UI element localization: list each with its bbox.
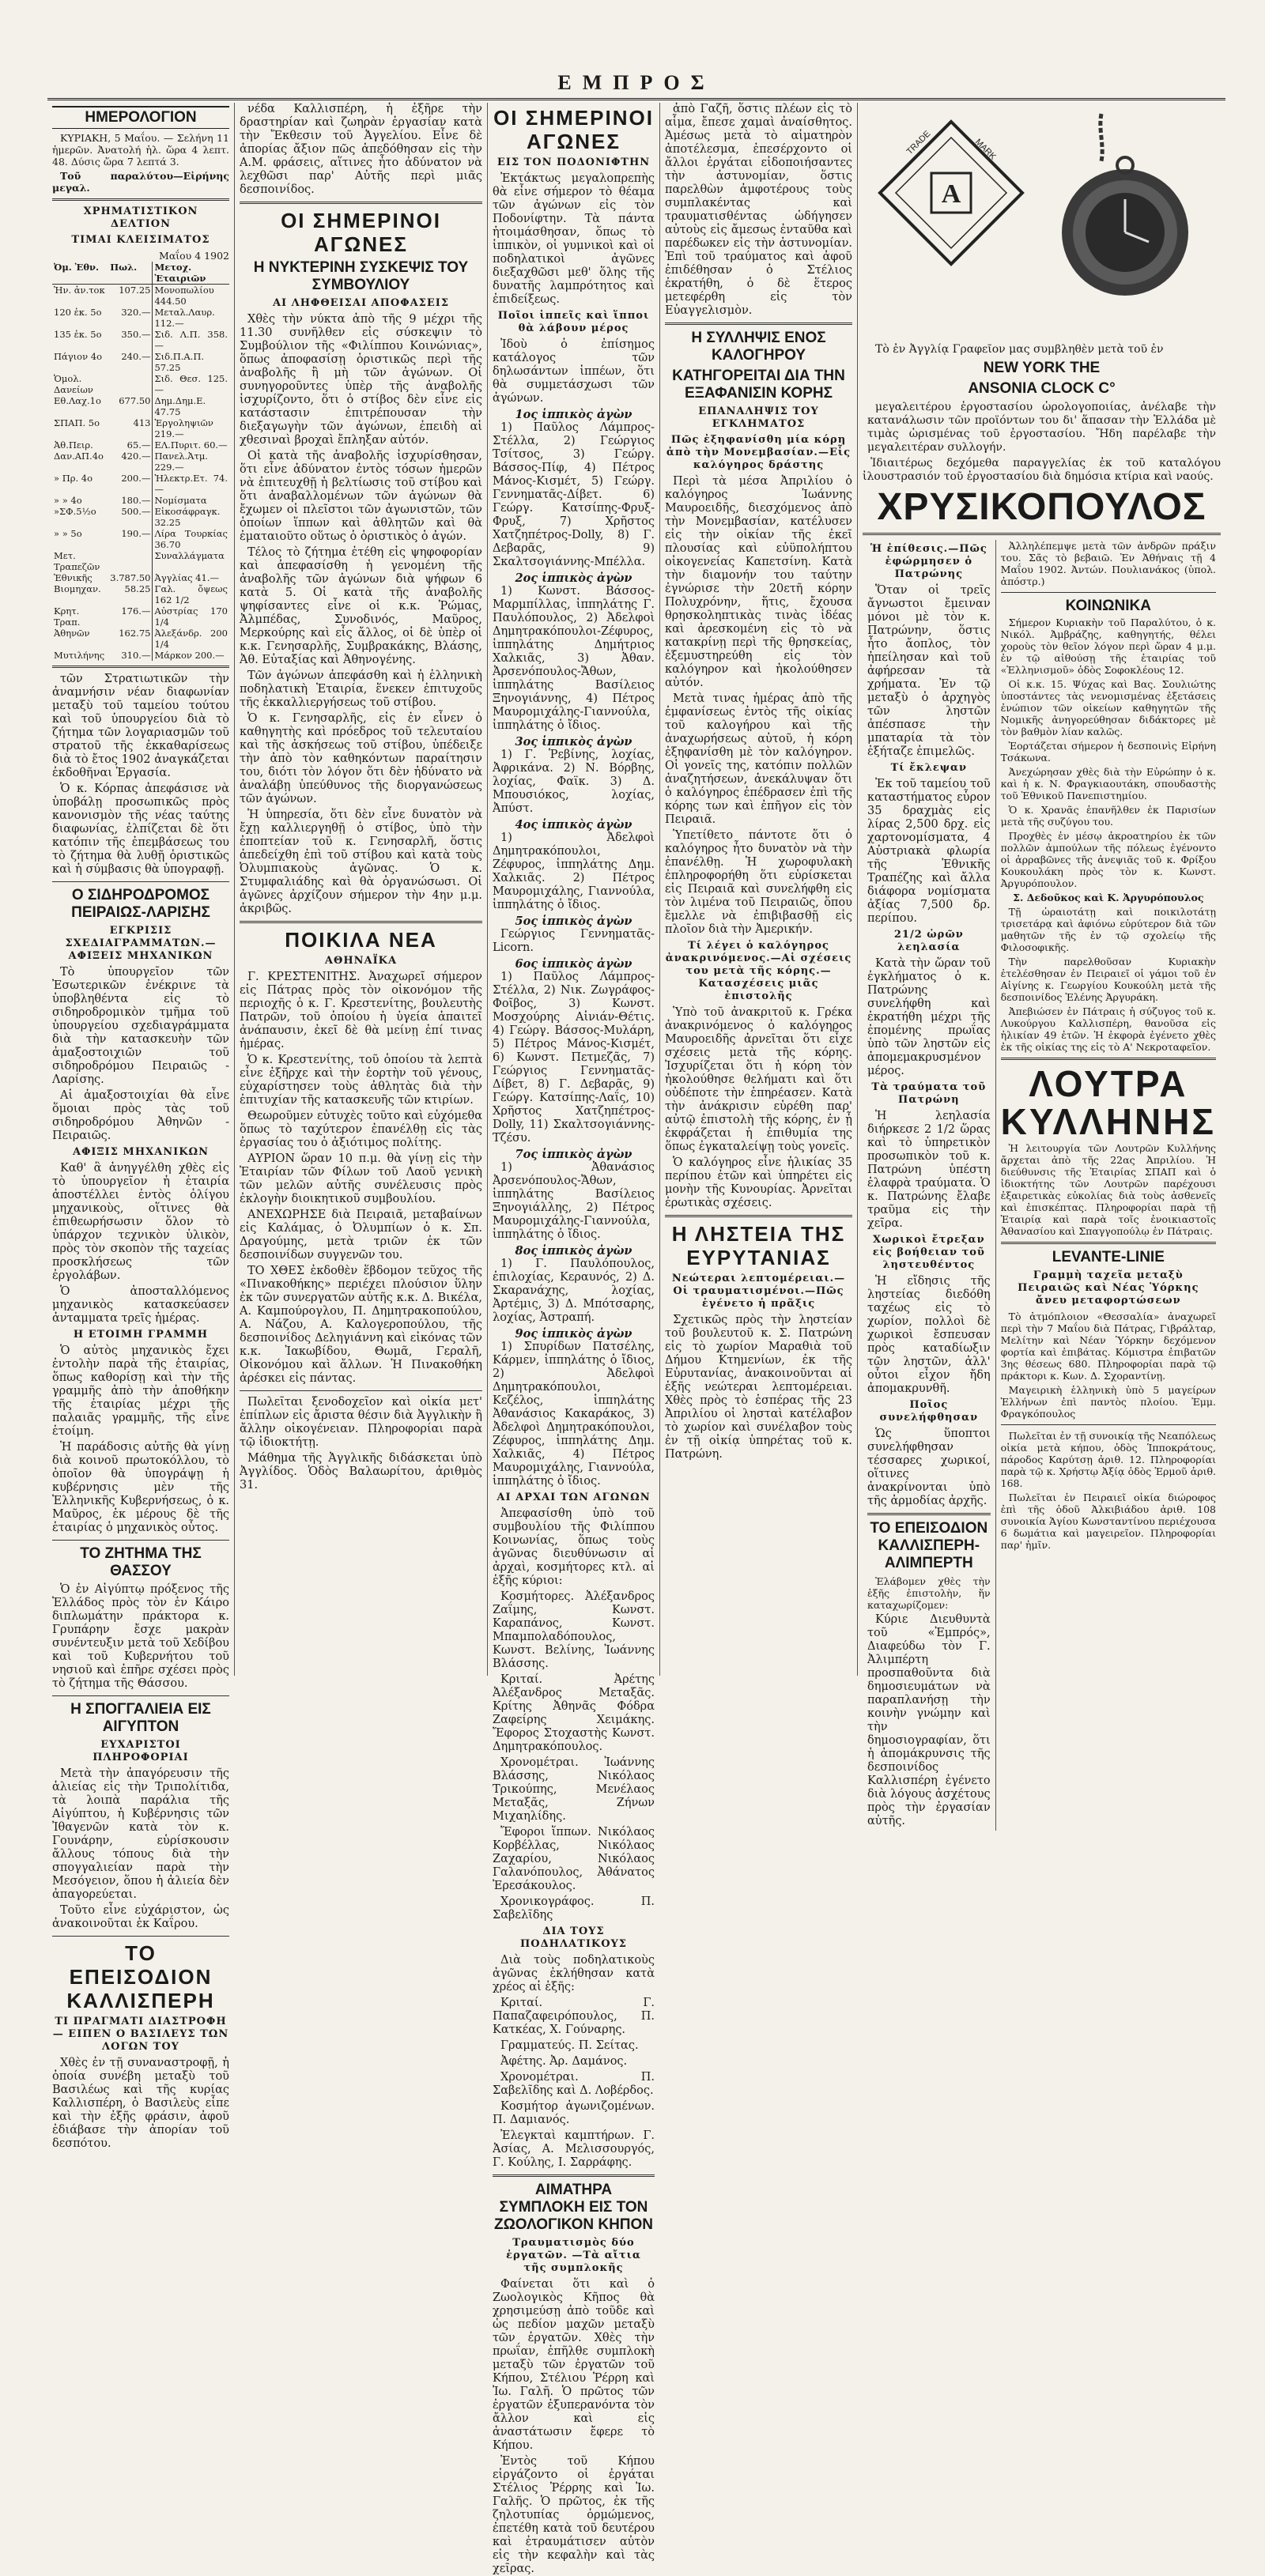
divider [52, 198, 229, 201]
article-text: ΑΝΕΧΩΡΗΣΕ διὰ Πειραιᾶ, μεταβαίνων εἰς Καλάμας, ὁ Ὀλυμπίων ὁ κ. Σπ. Δραγούμης, μετὰ τριῶν ἐκ τῶν δεσποινίδων συγγενῶν του. [240, 1209, 482, 1262]
article-text: Ὁ αὐτὸς μηχανικὸς ἔχει ἐντολὴν παρὰ τῆς ἐταιρίας, ὅπως καθορίσῃ καὶ τὴν τῆς γραμμῆς ἀπὸ τὴν ἀποθήκην τῆς ἐταιρίας μέχρι τῆς παλαιᾶς γραμμῆς, τῆς εἶνε ἑτοίμη. [52, 1345, 229, 1438]
section-heading: ΑΦΙΞΙΣ ΜΗΧΑΝΙΚΩΝ [73, 1146, 209, 1158]
article-text: Μετὰ τὴν ἀπαγόρευσιν τῆς ἁλιείας εἰς τὴν Τριπολίτιδα, τὰ λοιπὰ παράλια τῆς Αἰγύπτου, ἡ Κυβέρνησις τῶν Ἰθαγενῶν κατὰ τὸν κ. Γουνάρην, εὑρίσκουσιν ἄλλους τόπους διὰ τὴν σπογγαλιείαν παρὰ τὴν Μεσόγειον, ὅπου ἡ ἁλιεία δὲν ἀπαγορεύεται. [52, 1767, 229, 1901]
article-text: Τῶν ἀγώνων ἀπεφάσθη καὶ ἡ ἑλληνικὴ ποδηλατικὴ Ἑταιρία, ἕνεκεν ἐπιτυχοῦς τῆς ἐκκαλλιεργήσεως τοῦ στίβου. [240, 669, 482, 709]
section-heading: Τί λέγει ὁ καλόγηρος ἀνακρινόμενος.—Αἱ σχέσεις του μετὰ τῆς κόρης.—Κατασχέσεις μιᾶς ἐπιστολῆς [665, 940, 852, 1002]
article-text: Ὁ καλόγηρος εἶνε ἡλικίας 35 περίπου ἐτῶν καὶ ὑπηρέτει εἰς μονὴν τῆς Κυνουρίας. Ἀρνεῖται ἐρωτικὰς σχέσεις. [665, 1156, 852, 1209]
clock-ad-text [863, 343, 1221, 457]
divider [863, 533, 1221, 535]
race-title: 3ος ἱππικὸς ἀγὼν [515, 735, 632, 749]
article-text: ἀπὸ Γαζῆ, ὅστις πλέων εἰς τὸ αἷμα, ἔπεσε χαμαὶ ἀναίσθητος. Ἀμέσως μετὰ τὸ αἱματηρὸν ἀποτέλεσμα, ἐπεσέρχοντο οἱ ἄλλοι ἐργάται εἰδοποιήσαντες τὴν ἀστυνομίαν, ὅστις παρελθὼν ἀμφοτέρους τοὺς συμπλακέντας καὶ τραυματισθέντας ὡδήγησεν αὐτοὺς εἰς ἄμεσως ἐνταῦθα καὶ παρέδωκεν εἰς τὴν ἀστυνομίαν. Ἐπὶ τοῦ τραύματος καὶ ἀφοῦ ἐπιδέθησαν ὁ Στέλιος ἐκρατήθη, ὁ δὲ ἕτερος μετεφέρθη εἰς τὸν Εὐαγγελισμὸν. [665, 103, 852, 317]
article-text: Ὁ ἀποσταλλόμενος μηχανικὸς κατασκεύασεν ἀνταμματα τρεῖς ἡμέρας. [52, 1285, 229, 1325]
race-entrants: 1) Ἀθανάσιος Ἀρσενόπουλος-Ἄθων, ἱππηλάτης Βασίλειος Ξηνογιάλλης, 2) Πέτρος Μαυρομιχάλης-Γιαννούλα, ἱππηλάτης ὁ ἴδιος. [493, 1161, 655, 1241]
article-text: Ἑορτάζεται σήμερον ἡ δεσποινὶς Εἰρήνη Τσάκωνα. [1000, 740, 1216, 764]
table-cell: Μονοπωλίου 444.50 [153, 285, 229, 307]
table-row [52, 572, 229, 583]
divider [52, 1695, 229, 1696]
table-row [52, 451, 229, 473]
column-5 [857, 103, 1225, 1827]
table-cell: » » 4ο [54, 495, 82, 506]
robbery-continuation [863, 540, 995, 1831]
article-text: Ἐντὸς τοῦ Κήπου εἰργάζοντο οἱ ἐργάται Στέλιος Ῥέρρης καὶ Ἰω. Γαλῆς. Ὁ πρῶτος, ἐκ τῆς ζηλοτυπίας ὁρμώμενος, ἐπετέθη κατὰ τοῦ δευτέρου καὶ ἐτραυμάτισεν αὐτὸν εἰς τὴν κεφαλὴν καὶ τὰς χεῖρας. [493, 2455, 655, 2575]
brand-line-2: ANSONIA CLOCK C° [968, 380, 1116, 397]
column-3 [487, 103, 659, 2575]
article-text: Περὶ τὰ μέσα Ἀπριλίου ὁ καλόγηρος Ἰωάννης Μαυροειδῆς, διεσχόμενος ἀπὸ τὴν Μονεμβασίαν, κατέλυσεν εἰς τὴν οἰκίαν τῆς ἐκεῖ πλουσίας καὶ εὐϋπολήπτου οἰκογενείας Καπετσίνη. Κατὰ τὴν διαμονήν του ταύτην ἐγνώρισε τὴν 20ετῆ κόρην Πολυχρόνην, ἥτις, ἔχουσα θρησκοληπτικὰς τινὰς ἰδέας καὶ ἀρεσκομένη εἰς τὸ νὰ κατακρίνῃ περὶ τῆς θρησκείας, ἐξεμυστηρεύθη εἰς τὸν καλόγηρον καὶ ἠκολούθησεν αὐτόν. [665, 475, 852, 689]
signature: Σ. Δεδοῦκος καὶ Κ. Ἀργυρόπουλος [1013, 892, 1204, 903]
table-cell: 180.— [121, 495, 151, 506]
article-text: Ὡς ὕποπτοι συνελήφθησαν τέσσαρες χωρικοί, οἵτινες ἀνακρίνονται ὑπὸ τῆς ἀρμοδίας ἀρχῆς. [867, 1428, 991, 1507]
article-text: Κατὰ τὴν ὥραν τοῦ ἐγκλήματος ὁ κ. Πατρώνης συνελήφθη καὶ ἐκρατήθη μέχρι τῆς ἐπομένης πρωΐας ὑπὸ τῶν ληστῶν εἰς ἀπομεμακρυσμένον μέρος. [867, 957, 991, 1077]
table-cell: Ἐθνικῆς [54, 572, 93, 583]
race-entrants: 1) Γ. Παυλόπουλος, ἐπιλοχίας, Κεραυνός, 2) Δ. Σκαρανάχης, λοχίας, Ἀρτέμις, 3) Δ. Μπότσαρης, λοχίας, Ἀστραπή. [493, 1258, 655, 1324]
race-title: 1ος ἱππικὸς ἀγὼν [515, 408, 632, 421]
table-row [52, 583, 229, 605]
pocket-watch-icon [1062, 114, 1188, 296]
article-text: Τὸ ὑπουργεῖον τῶν Ἐσωτερικῶν ἐνέκρινε τὰ ὑποβληθέντα εἰς τὸ σιδηροδρομικὸν τμῆμα τοῦ ὑπουργείου σχεδιαγράμματα διὰ τὴν κατασκευὴν τῶν ἀμαξοστοιχιῶν τοῦ σιδηροδρόμου Πειραιῶς - Λαρίσης. [52, 966, 229, 1086]
article-text: Μετὰ τινας ἡμέρας ἀπὸ τῆς ἐμφανίσεως ἐντὸς τῆς οἰκίας τοῦ καλογήρου καὶ τῆς ἀναχωρήσεως αὐτοῦ, ἡ κόρη ἐξηφανίσθη μὲ τὸν καλόγηρον. Οἱ γονεῖς της, κατόπιν πολλῶν ἀναζητήσεων, ἀνεκάλυψαν ὅτι ὁ καλόγηρος ἐπέδρασεν ἐπὶ τῆς κόρης των καὶ ἐπῆγον εἰς τὸν Πειραιᾶ. [665, 692, 852, 826]
table-cell: Ὁμολ. Δανείων [54, 373, 93, 395]
divider [1001, 1058, 1216, 1060]
race-title: 5ος ἱππικὸς ἀγὼν [515, 915, 632, 928]
divider [240, 202, 482, 204]
sponge-subtitle: ΕΥΧΑΡΙΣΤΟΙ ΠΛΗΡΟΦΟΡΙΑΙ [93, 1739, 189, 1763]
official-entry: Κριταί. Ἀρέτης Ἀλέξανδρος Μεταξᾶς. Κρίτης Ἀθηνᾶς Φόδρα Ζαφείρης Χειμάκης. Ἔφορος Στοχαστὴς Κωνστ. Δημητρακόπουλος. [493, 1673, 655, 1753]
table-row [52, 495, 229, 506]
exchange-table [52, 262, 229, 661]
games-subtitle: Η ΝΥΚΤΕΡΙΝΗ ΣΥΣΚΕΨΙΣ ΤΟΥ ΣΥΜΒΟΥΛΙΟΥ [253, 259, 469, 293]
ad-text: Ἰδιαιτέρως δεχόμεθα παραγγελίας ἐκ τοῦ καταλόγου ἰλουστρασιόν τοῦ ἐργοστασίου διὰ δημόσια κτίρια καὶ ναούς. [863, 457, 1221, 483]
table-cell: Κρητ. Τραπ. [54, 605, 81, 628]
table-row [52, 329, 229, 351]
official-entry: Κοσμήτορ ἀγωνιζομένων. Π. Δαμιανός. [493, 2100, 655, 2126]
race-title: 4ος ἱππικὸς ἀγὼν [515, 818, 632, 832]
section-heading: Η ΕΤΟΙΜΗ ΓΡΑΜΜΗ [73, 1329, 209, 1341]
divider [493, 2174, 655, 2177]
race-title: 9ος ἱππικὸς ἀγὼν [515, 1327, 632, 1341]
race-entrants: 1) Ἀδελφοὶ Δημητρακόπουλοι, Ζέφυρος, ἱππηλάτης Δημ. Χαλκιᾶς. 2) Πέτρος Μαυρομιχάλης, Γιαννούλα, ἱππηλάτης ὁ ἴδιος. [493, 832, 655, 911]
table-cell: » Πρ. 4ο [54, 473, 93, 484]
table-cell: Πανελ.Ἀτμ. 229.— [153, 451, 229, 473]
table-cell: 350.— [121, 329, 151, 340]
article-text: Θεωροῦμεν εὐτυχὲς τοῦτο καὶ εὐχόμεθα ὅπως τὸ ταχύτερον ἐπανέλθῃ εἰς τὰς ἐργασίας του ὁ ἀξιότιμος πολίτης. [240, 1110, 482, 1149]
table-cell: 420.— [121, 451, 151, 462]
ad-text: Πωλεῖται ἐν Πειραιεῖ οἰκία διώροφος ἐπὶ τῆς ὁδοῦ Ἀλκιβιάδου ἀριθ. 108 συνοικία Ἁγίου Κωνσταντίνου περιέχουσα 6 δωμάτια καὶ μαγειρεῖον. Πληροφορίαι παρ' ἡμῖν. [1000, 1492, 1216, 1551]
zoo-subtitle: Τραυματισμὸς δύο ἐργατῶν. —Τὰ αἴτια τῆς συμπλοκῆς [506, 2237, 641, 2274]
ansonia-clock-ad [863, 103, 1221, 528]
article-text: Ἡ λεηλασία διήρκεσε 2 1/2 ὥρας καὶ τὸ ὑπηρετικὸν προσωπικὸν τοῦ κ. Πατρώνη ὑπέστη ἐλαφρὰ τραύματα. Ὁ κ. Πατρώνης ἔλαβε τραῦμα εἰς τὴν χεῖρα. [867, 1110, 991, 1230]
table-row [52, 285, 229, 307]
divider [867, 1513, 991, 1515]
official-entry: Κοσμήτορες. Ἀλέξανδρος Ζαΐμης, Κωνστ. Καραπάνος, Κωνστ. Μπαμπολαδόπουλος, Κωνστ. Βελίνης, Ἰωάννης Βλάσσης. [493, 1590, 655, 1670]
table-row [52, 351, 229, 373]
table-cell: Μεταλ.Λαυρ. 112.— [153, 307, 229, 329]
table-cell: 3.787.50 [110, 572, 151, 583]
social-and-ads [995, 540, 1221, 1831]
table-row [52, 473, 229, 495]
column-1 [47, 103, 234, 2150]
levante-title: LEVANTE-LINIE [1052, 1249, 1165, 1265]
article-text: Οἱ κατὰ τῆς ἀναβολῆς ἰσχυρίσθησαν, ὅτι εἶνε ἀδύνατον ἐντὸς τόσων ἡμερῶν νὰ ἐπιτευχθῇ ἡ βελτίωσις τοῦ στίβου καὶ ὅτι ἀναβαλλομένων τῶν ἀγώνων θὰ ἔχωμεν οἱ πλεῖστοι τῶν ἀγωνιστῶν, τῶν ὁποίων ἵππων καὶ ἀθλητῶν καὶ θὰ ἐματαιοῦτο οὕτως ὁ ὁριστικὸς ὁ ἀγών. [240, 450, 482, 543]
table-cell: 200.— [121, 473, 151, 484]
table-row [52, 605, 229, 628]
article-text: Τέλος τὸ ζήτημα ἐτέθη εἰς ψηφοφορίαν καὶ ἀπεφασίσθη ἡ γενομένη τῆς ἀναβολῆς τῶν ἀγώνων διὰ ψήφων 6 κατὰ 5. Οἱ κατὰ τῆς ἀναβολῆς ψηφίσαντες εἶνε οἱ κ.κ. Ῥώμας, Ἀλμπέδας, Συνοδινός, Μαῦρος, Μερκούρης καὶ εἷς ἄλλος, οἱ δὲ ὑπὲρ οἱ κ.κ. Γενησαρλῆς, Συμβρακάκης, Βλάσης, Ἀθ. Εὐταξίας καὶ Ἀθηνογένης. [240, 546, 482, 666]
article-text: Σήμερον Κυριακὴν τοῦ Παραλύτου, ὁ κ. Νικόλ. Ἀμβράζης, καθηγητής, θέλει χοροὺς τὸν θεῖον λόγον περὶ ὥραν 4 μ.μ. ἐν τῷ αἰθούσῃ τῆς ἑταιρίας τοῦ «Ἑλληνισμοῦ» ὁδὸς Σοφοκλέους 12. [1000, 617, 1216, 676]
article-text: Αἱ ἁμαξοστοιχίαι θὰ εἶνε ὅμοιαι πρὸς τὰς τοῦ σιδηροδρόμου Ἀθηνῶν - Πειραιῶς. [52, 1089, 229, 1142]
article-text: Ἡ ὑπηρεσία, ὅτι δὲν εἶνε δυνατὸν νὰ ἔχῃ καλλιεργηθῇ ὁ στίβος, ὑπὸ τὴν ἐποπτείαν τοῦ κ. Γενησαρλῆ, ὅστις ἀπεδείχθη ἐπὶ τοῦ στίβου καὶ κατὰ τοὺς Ὀλυμπιακοὺς ἀγῶνας. Ὁ κ. Στυμφαλιάδης καὶ θὰ ὀργανώσωσι. Οἱ ἀγῶνες ἀρχίζουν σήμερον τὴν 4ην μ.μ. ἀκριβῶς. [240, 809, 482, 915]
table-cell: Αὐστρίας 170 1/4 [153, 605, 229, 628]
race-title: 6ος ἱππικὸς ἀγὼν [515, 957, 632, 971]
divider [665, 322, 852, 325]
classified-ad: Μάθημα τῆς Ἀγγλικῆς διδάσκεται ὑπὸ Ἀγγλίδος. Ὁδὸς Βαλαωρίτου, ἀριθμὸς 31. [240, 1452, 482, 1492]
table-cell: Συναλλάγματα [153, 550, 229, 572]
article-text: Τῇ ὡραιοτάτῃ καὶ ποικιλοτάτῃ τρισετάρᾳ καὶ ἀφιόνω εὐρύτερον διὰ τῶν μαθητῶν τῆς ἐν τῷ σχολείῳ τῆς Φιλοσοφικῆς. [1000, 906, 1216, 953]
arrest-subtitle: ΚΑΤΗΓΟΡΕΙΤΑΙ ΔΙΑ ΤΗΝ ΕΞΑΦΑΝΙΣΙΝ ΚΟΡΗΣ [672, 368, 845, 402]
article-text: Ἡ παράδοσις αὐτῆς θὰ γίνῃ διὰ κοινοῦ πρωτοκόλλου, τὸ ὁποῖον θὰ ὑπογράψῃ ἡ κυβέρνησις μὲν τῆς Ἑλληνικῆς Κυβερνήσεως, ὁ κ. Μαῦρος, ἐκ μέρους δὲ τῆς ἑταιρίας ὁ μηχανικὸς οὗτος. [52, 1441, 229, 1534]
races-list [493, 408, 655, 1488]
article-text: Ἀνεχώρησαν χθὲς διὰ τὴν Εὐρώπην ὁ κ. καὶ ἡ κ. Ν. Φραγκιαουτάκη, σπουδαστὴς τοῦ Ἐθνικοῦ Πανεπιστημίου. [1000, 766, 1216, 801]
race-entrants: 1) Παῦλος Λάμπρος-Στέλλα, 2) Γεώργιος Τσίτσος, 3) Γεώργ. Βάσσος-Πίφ, 4) Πέτρος Μάνος-Κισμέτ, 5) Γεώργ. Γεννηματᾶς-Δίβετ. 6) Γεώργ. Κατσίπης-Φρυξ-Φρυξ, 7) Χρῆστος Χατζηπέτρος-Dolly, 8) Γ. Δεβαρᾶς, 9) Σκαλτσογιάννης-Μπέλλα. [493, 421, 655, 568]
race-entry [493, 818, 655, 912]
race-entry [493, 915, 655, 955]
article-text: Καθ' ἃ ἀνηγγέλθη χθὲς εἰς τὸ ὑπουργεῖον ἡ ἑταιρία ἀποστέλλει ἐντὸς ὀλίγου μηχανικοὺς, οἵτινες θὰ ἐπιθεωρήσωσιν ὅλον τὸ ὑπάρχον τεχνικὸν ὑλικὸν, πρὸς τὸν σκοπὸν τῆς ταχείας προσκλήσεως τῶν ἐργολάβων. [52, 1162, 229, 1282]
official-entry: Ἀφέτης. Ἀρ. Δαμάνος. [500, 2055, 628, 2068]
rail-title: Ο ΣΙΔΗΡΟΔΡΟΜΟΣ ΠΕΙΡΑΙΩΣ-ΛΑΡΙΣΗΣ [71, 887, 210, 921]
levante-subtitle: Γραμμὴ ταχεῖα μεταξὺ Πειραιῶς καὶ Νέας Ὑόρκης ἄνευ μεταφορτώσεων [1018, 1269, 1199, 1307]
article-text: Ὁ κ. Κρεστενίτης, τοῦ ὁποίου τὰ λεπτὰ εἶνε ἐξῆρχε καὶ τὴν ἑορτὴν τοῦ γένους, εὐχαρίστησεν τοὺς ἀθλητὰς διὰ τὴν ἐπιτυχίαν τῆς κατασκευῆς τῶν κτιρίων. [240, 1054, 482, 1107]
table-cell: 677.50 [119, 395, 151, 406]
article-text: τῶν Στρατιωτικῶν τὴν ἀναμνήσιν νέαν διαφωνίαν μεταξὺ τοῦ ταμείου τούτου καὶ τοῦ ὑπουργείου διὰ τὸ ζήτημα τῶν λογαριασμῶν τοῦ στρατοῦ τῆς ἐκκαθαρίσεως διὰ τὸ ἔτος 1902 ἀναγκάζεται ἐκδοθῆναι Ἐργασία. [52, 673, 229, 779]
table-cell: 240.— [121, 351, 151, 362]
baths-title: ΛΟΥΤΡΑ ΚΥΛΛΗΝΗΣ [1000, 1063, 1216, 1142]
race-entrants: 1) Κωνστ. Βάσσος-Μαρμπίλλας, ἱππηλάτης Γ. Παυλόπουλος, 2) Ἀδελφοὶ Δημητρακόπουλοι-Ζέφυρος, ἱππηλάτης Δημήτριος Χαλκιᾶς, 3) Ἀθαν. Ἀρσενόπουλος-Ἄθων, ἱππηλάτης Βασίλειος Ξηνογιάννης, 4) Πέτρος Μαυρομιχάλης-Γιαννούλα, ἱππηλάτης ὁ ἴδιος. [493, 585, 655, 732]
table-cell: 413 [133, 417, 151, 428]
article-text: Οἱ κ.κ. 15. Ψύχας καὶ Βας. Σουλιώτης ὑποστάντες τὰς νενομισμένας ἐξετάσεις ἐνώπιον τῶν οἰκείων καθηγητῶν τῆς Νομικῆς ἀνηγορεύθησαν διδάκτορες μὲ τὸν βαθμὸν λίαν καλῶς. [1000, 678, 1216, 737]
newspaper-title: ΕΜΠΡΟΣ [557, 71, 716, 94]
article-text: Ἀπεφασίσθη ὑπὸ τοῦ συμβουλίου τῆς Φιλίππου Κοινωνίας, ὅπως τοὺς ἀγῶνας διευθύνωσιν αἱ ἀρχαὶ, κοσμήτορες κτλ. αἱ ἑξῆς κύριοι: [493, 1507, 655, 1587]
article-text: Χθὲς τὴν νύκτα ἀπὸ τῆς 9 μέχρι τῆς 11.30 συνῆλθεν εἰς σύσκεψιν τὸ Συμβούλιον τῆς «Φιλίππου Κοινώνιας», ὅπως ἀποφασίσῃ ὁριστικῶς περὶ τῆς ἀναβολῆς ἢ μὴ τῶν ἀγώνων. Οἱ συνηγοροῦντες ὑπὲρ τῆς ἀναβολῆς ἰσχυρίζοντο, ὅτι ὁ στίβος δὲν εἶνε εἰς κατάστασιν ἐπιτρέπουσαν τὴν διεξαγωγὴν τῶν ἀγώνων, ἐπειδὴ αἱ χθεσιναὶ βροχαὶ ἔπληξαν αὐτόν. [240, 313, 482, 447]
table-cell: Σιδ. Λ.Π. 358.— [153, 329, 229, 351]
table-cell: 176.— [121, 605, 151, 617]
article-text: Κύριε Διευθυντὰ τοῦ «Ἐμπρός», Διαφεύδω τὸν Γ. Ἀλιμπέρτη προσπαθοῦντα διὰ δημοσιευμάτων νὰ παραπλανήσῃ τὴν κοινὴν γνώμην καὶ τὴν δημοσιογραφίαν, ὅτι ἡ ἀπομάκρυνσις τῆς δεσποινίδος Καλλισπέρη ἐγένετο διὰ λόγους ἀσχέτους πρὸς τὴν ἐργασίαν αὐτῆς. [867, 1613, 991, 1827]
race-entry [493, 1327, 655, 1488]
article-text: ΤΟ ΧΘΕΣ ἐκδοθὲν ἕβδομον τεῦχος τῆς «Πινακοθήκης» περιέχει πλούσιον ὕλην ἐκ τῶν συνεργατῶν αὐτῆς κ.κ. Δ. Βικέλα, Α. Καμπούρογλου, Π. Δημητρακοπούλου, Α. Νάζου, Α. Καλογεροπούλου, τῆς δεσποινίδος Δεληγιάννη καὶ εἰκόνας τῶν κ.κ. Ἰακωβίδου, Θωμᾶ, Γεραλῆ, Οἰκονόμου καὶ ἄλλων. Ἡ Πινακοθήκη ἀρέσκει εἰς πάντας. [240, 1265, 482, 1385]
article-text: Διὰ τοὺς ποδηλατικοὺς ἀγῶνας ἐκλήθησαν κατὰ χρέος αἱ ἑξῆς: [493, 1954, 655, 1993]
article-text: Φαίνεται ὅτι καὶ ὁ Ζωολογικὸς Κῆπος θὰ χρησιμεύσῃ ἀπὸ τοῦδε καὶ ὡς πεδίον μαχῶν μεταξὺ τῶν ἐργατῶν. Χθὲς τὴν πρωΐαν, ἐπῆλθε συμπλοκὴ μεταξὺ τῶν ἐργατῶν τοῦ Κήπου, Στέλιου Ῥέρρη καὶ Ἰω. Γαλῆ. Ὁ πρῶτος τῶν ἐργατῶν ἐξυπερανόντα τὸν ἄλλον καὶ εἰς ἀναστάτωσιν ἔφερε τὸ Κήπου. [493, 2278, 655, 2452]
table-row [52, 506, 229, 528]
table-cell [108, 550, 153, 572]
table-cell: Βιομηχαν. [54, 583, 101, 594]
calendar-saint: Τοῦ παραλύτου—Εἰρήνης μεγαλ. [52, 170, 229, 194]
mark-label: MARK [972, 137, 998, 162]
article-text: Ὑπὸ τοῦ ἀνακριτοῦ κ. Γρέκα ἀνακρινόμενος ὁ καλόγηρος Μαυροειδῆς ἀρνεῖται ὅτι εἶχε σχέσεις μετὰ τῆς κόρης. Ἰσχυρίζεται ὅτι ἡ κόρη τὸν ἠκολούθησε θελήματι καὶ ὅτι οὐδέποτε τὴν ἐπηρέασεν. Κατὰ τὴν ἀνάκρισιν εὑρέθη παρ' αὐτῷ ἐπιστολὴ τῆς κόρης, ἐν ᾗ ἐκφράζεται ἡ ἐπιθυμία της ὅπως ἐγκαταλείψῃ τοὺς γονεῖς. [665, 1006, 852, 1153]
table-row [52, 528, 229, 550]
table-cell: Λίρα Τουρκίας 36.70 [153, 528, 229, 550]
race-entry [493, 735, 655, 816]
table-row [52, 395, 229, 417]
exchange-date: Μαΐου 4 1902 [159, 250, 229, 262]
table-cell: 190.— [121, 528, 151, 539]
article-text: Τὴν παρελθοῦσαν Κυριακὴν ἐτελέσθησαν ἐν Πειραιεῖ οἱ γάμοι τοῦ ἐν Αἰγίνης κ. Γεωργίου Κουκούλη μετὰ τῆς δεσποινίδος Ἐλένης Ἀργυράκη. [1000, 956, 1216, 1003]
table-row [52, 439, 229, 451]
ad-text: μεγαλειτέρου ἐργοστασίου ὡρολογοποιίας, ἀνέλαβε τὴν κατανάλωσιν τῶν προϊόντων του δι' ἅπασαν τὴν Ἑλλάδα μὲ τιμὰς ὡρισμένας τοῦ ἐργοστασίου. Ἤδη παρέλαβε τὴν μεγαλειτέραν συλλογήν. [867, 401, 1216, 454]
column-header: Ὀμ. Ἐθν. [52, 262, 108, 285]
table-cell: Ἀλεξάνδρ. 200 1/4 [153, 628, 229, 650]
divider [1001, 1424, 1216, 1425]
divider [1001, 1242, 1216, 1244]
table-cell: Μάρκον 200.— [153, 650, 229, 661]
article-text: Προχθὲς ἐν μέσῳ ἀκροατηρίου ἐκ τῶν πολλῶν ἀμπούλων τῆς πόλεως ἐγένοντο οἱ ἀρραβῶνες τῆς ἀνεψιᾶς τοῦ κ. Φρίξου Κουκουλάκη πρὸς τὸν κ. Κωνστ. Ἀργυρόπουλον. [1000, 830, 1216, 889]
table-cell [108, 373, 153, 395]
zoo-title: ΑΙΜΑΤΗΡΑ ΣΥΜΠΛΟΚΗ ΕΙΣ ΤΟΝ ΖΩΟΛΟΓΙΚΟΝ ΚΗΠΟΝ [493, 2182, 654, 2233]
ad-text: Πωλεῖται ἐν τῇ συνοικίᾳ τῆς Νεαπόλεως οἰκία μετὰ κήπου, ὁδὸς Ἱπποκράτους, πάροδος Καρύτσῃ ἀριθ. 12. Πληροφορίαι παρὰ τῷ κ. Χρήστῳ Ἀξίᾳ ὁδὸς Ἑρμοῦ ἀριθ. 168. [1000, 1430, 1216, 1489]
table-cell: 65.— [126, 439, 151, 451]
article-text: Ὁ κ. Κόρπας ἀπεφάσισε νὰ ὑποβάλῃ προσωπικῶς πρὸς κανονισμὸν τῆς νέας ταύτης διαφωνίας, ἐλπίζεται δὲ ὅτι κατόπιν τῆς ἐπεμβάσεως του τὸ ζήτημα θὰ λυθῇ ὁριστικῶς καὶ ἡ σύμβασις θὰ ὑπογραφῇ. [52, 783, 229, 876]
table-row [52, 628, 229, 650]
official-entry: Ἐλεγκταὶ καμπτήρων. Γ. Ἀσίας, Α. Μελισσουργός, Γ. Κούλης, Ι. Σαρράφης. [493, 2129, 655, 2169]
clock-illustration [864, 106, 1220, 343]
table-cell: Εθ.Λαχ.1ο [54, 395, 101, 406]
article-text: Ἐκ τοῦ ταμείου τοῦ καταστήματος εὗρον 35 δραχμὰς εἰς λίρας 2,500 δρχ. εἰς χαρτονομίσματα, 4 Αὐστριακὰ φλωρία τῆς Ἐθνικῆς Τραπέζης καὶ ἄλλα διάφορα νομίσματα ἀξίας 7,500 δρ. περίπου. [867, 778, 991, 925]
race-entrants: 1) Γ. Ῥεβίνης, λοχίας, Ἀφρικάνα. 2) Ν. Βόρβης, λοχίας, Φαϊκ. 3) Δ. Μπουσιόκος, λοχίας, Ἀπύστ. [493, 749, 655, 815]
social-title: ΚΟΙΝΩΝΙΚΑ [1065, 598, 1151, 614]
article-text: ΑΥΡΙΟΝ ὥραν 10 π.μ. θὰ γίνῃ εἰς τὴν Ἑταιρίαν τῶν Φίλων τοῦ Λαοῦ γενικὴ τῶν μελῶν αὐτῆς συνέλευσις πρὸς ἐκλογὴν διοικητικοῦ συμβουλίου. [240, 1152, 482, 1205]
official-entry: Χρονομέτραι. Ἰωάννης Βλάσσης, Νικόλαος Τρικούπης, Μενέλαος Μεταξᾶς, Ζήνων Μιχαηλίδης. [493, 1756, 655, 1823]
race-entrants: 1) Σπυρίδων Πατσέλης, Κάρμεν, ἱππηλάτης ὁ ἴδιος, 2) Ἀδελφοὶ Δημητρακόπουλοι, Κεζέλος, ἱππηλάτης Ἀθανάσιος Κακαράκος, 3) Ἀδελφοὶ Δημητρακόπουλοι, Ζέφυρος, ἱππηλάτης Δημ. Χαλκιᾶς, 4) Πέτρος Μαυρομιχάλης, Γιαννούλα, ἱππηλάτης ὁ ἴδιος. [493, 1341, 655, 1488]
officials-list [493, 1590, 655, 1922]
lower-split [863, 540, 1221, 1831]
divider [665, 1215, 852, 1217]
table-cell: Νομίσματα [153, 495, 229, 506]
section-heading: Ποῖος συνελήφθησαν [879, 1399, 979, 1424]
rail-subtitle: ΕΓΚΡΙΣΙΣ ΣΧΕΔΙΑΓΡΑΜΜΑΤΩΝ.—ΑΦΙΞΕΙΣ ΜΗΧΑΝΙΚΩΝ [65, 925, 217, 962]
table-cell: Ἠν. ἀν.τοκ [54, 285, 105, 296]
race-title: 8ος ἱππικὸς ἀγὼν [515, 1244, 632, 1258]
table-row [52, 550, 229, 572]
race-entry [493, 408, 655, 569]
sponge-title: Η ΣΠΟΓΓΑΛΙΕΙΑ ΕΙΣ ΑΙΓΥΠΤΟΝ [70, 1701, 211, 1735]
table-cell: » » 5ο [54, 528, 82, 539]
table-cell: Γαλ. ὄψεως 162 1/2 [153, 583, 229, 605]
table-cell: Εἰκοσάφραγκ. 32.25 [153, 506, 229, 528]
official-entry: Χρονικογράφος. Π. Σαβελῖδης [493, 1895, 655, 1922]
cyclists-officials-list [493, 1997, 655, 2170]
table-cell: 135 ἐκ. 5ο [54, 329, 102, 340]
section-heading: Ποῖοι ἱππεῖς καὶ ἵπποι θὰ λάβουν μέρος [497, 310, 650, 334]
ad-text: Τὸ ἐν Ἀγγλίᾳ Γραφεῖον μας συμβληθὲν μετὰ τοῦ ἐν [875, 343, 1164, 356]
table-cell: Ἀγγλίας 41.— [153, 572, 229, 583]
table-cell: 310.— [121, 650, 151, 661]
table-cell: ΕΛ.Πυριτ. 60.— [153, 439, 229, 451]
exchange-subtitle: ΤΙΜΑΙ ΚΛΕΙΣΙΜΑΤΟΣ [71, 234, 210, 246]
divider [52, 881, 229, 882]
table-cell: 500.— [121, 506, 151, 517]
kallisperi-title: ΤΟ ΕΠΕΙΣΟΔΙΟΝ ΚΑΛΛΙΣΠΕΡΗ-ΑΛΙΜΠΕΡΤΗ [870, 1520, 988, 1571]
chrysikopoulos-brand: ΧΡΥΣΙΚΟΠΟΥΛΟΣ [877, 486, 1206, 528]
divider [52, 1936, 229, 1937]
race-entry [493, 571, 655, 733]
table-cell: Ἐργοληψιῶν 219.— [153, 417, 229, 439]
games-subtitle-2: ΑΙ ΛΗΦΘΕΙΣΑΙ ΑΠΟΦΑΣΕΙΣ [272, 297, 450, 309]
section-heading: Χωρικοὶ ἔτρεξαν εἰς βοήθειαν τοῦ ληστευθέντος [872, 1234, 985, 1271]
trademark-diamond-icon [880, 122, 1022, 264]
article-text: Ἡ εἴδησις τῆς ληστείας διεδόθη ταχέως εἰς τὸ χωρίον, πολλοὶ δὲ χωρικοὶ ἔσπευσαν πρὸς καταδίωξιν τῶν ληστῶν, ἀλλ' οὗτοι εἶχον ἤδη ἀπομακρυνθῆ. [867, 1275, 991, 1395]
races-subtitle: ΕΙΣ ΤΟΝ ΠΟΔΟΝΙΦΤΗΝ [497, 157, 651, 168]
arrest-subtitle-3: Πῶς ἐξηφανίσθη μία κόρη ἀπὸ τὴν Μονεμβασίαν.—Εἷς καλόγηρος δράστης [666, 434, 852, 471]
column-4 [659, 103, 857, 1676]
table-cell: 107.25 [119, 285, 151, 296]
table-row [52, 307, 229, 329]
official-entry: Χρονομέτραι. Π. Σαβελῖδης καὶ Δ. Λοβέρδος. [493, 2071, 655, 2097]
ad-text: Ἡ λειτουργία τῶν Λουτρῶν Κυλλήνης ἄρχεται ἀπὸ τῆς 22ας Ἀπριλίου. Ἡ διεύθυνσις τῆς Ἑταιρίας ΣΠΑΠ καὶ ὁ ἰδιοκτήτης τῶν Λουτρῶν παρέχουσι ἐξαιρετικὰς εὐκολίας διὰ τοὺς ἀσθενεῖς καὶ ἐπισκέπτας. Πληροφορίαι παρὰ τῇ Ἑταιρίᾳ καὶ παρὰ τοῖς ἐνοικιαστοῖς Ἀθανασίου καὶ Σπαγγοπούλῳ ἐν Πάτραις. [1000, 1142, 1216, 1237]
section-heading: ΔΙΑ ΤΟΥΣ ΠΟΔΗΛΑΤΙΚΟΥΣ [520, 1925, 627, 1950]
article-text: Σχετικῶς πρὸς τὴν ληστείαν τοῦ βουλευτοῦ κ. Σ. Πατρώνη εἰς τὸ χωρίον Μαραθιὰ τοῦ Δήμου Κτημενίων, ἐκ τῆς Εὐρυτανίας, ἀνακοινοῦνται αἱ ἑξῆς νεώτεραι λεπτομέρειαι. Χθὲς πρὸς τὸ ἑσπέρας τῆς 23 Ἀπριλίου οἱ λησταὶ κατέλαβον τὸ χωρίον καὶ συνέλαβον τοὺς ἐν τῇ οἰκίᾳ ὑπηρέτας τοῦ κ. Πατρώνη. [665, 1314, 852, 1461]
column-header: Πωλ. [108, 262, 153, 285]
article-text: Τοῦτο εἶνε εὐχάριστον, ὡς ἀνακοινοῦται ἐκ Καΐρου. [52, 1904, 229, 1930]
brand-line-1: NEW YORK THE [983, 360, 1101, 376]
incident-subtitle: ΤΙ ΠΡΑΓΜΑΤΙ ΔΙΑΣΤΡΟΦΗ — ΕΙΠΕΝ Ο ΒΑΣΙΛΕΥΣ ΤΩΝ ΛΟΓΩΝ ΤΟΥ [52, 2016, 229, 2053]
article-text: Ὁ κ. Γενησαρλῆς, εἰς ἐν εἶνεν ὁ καθηγητὴς καὶ πρόεδρος τοῦ τελευταίου καὶ τῆς ἀσκήσεως τοῦ στίβου, ὑπέδειξε τὴν ἀπὸ τὸν καθηκόντων παραίτησιν του, διότι τὸν λόγον ὅτι δὲν ἠδύνατο νὰ ἀναλάβῃ ὑπεύθυνος τῆς διοργανώσεως τῶν ἀγώνων. [240, 712, 482, 805]
race-title: 7ος ἱππικὸς ἀγὼν [515, 1148, 632, 1161]
official-entry: Κριταί. Γ. Παπαζαφειρόπουλος, Π. Κατκέας, Χ. Γούναρης. [493, 1997, 655, 2036]
notice-text: Ἀλληλέπεμψε μετὰ τῶν ἀνδρῶν πράξιν του. Σᾶς τὸ βεβαιῶ. Ἐν Ἀθήναις τῇ 4 Μαΐου 1902. Ἀντών. Πουλιανάκος (ὑπολ. ἀπόστρ.) [1000, 540, 1216, 587]
table-cell: Ἀθ.Πειρ. [54, 439, 93, 451]
divider [1001, 592, 1216, 593]
divider [240, 1390, 482, 1391]
incident-title: ΤΟ ΕΠΕΙΣΟΔΙΟΝ ΚΑΛΛΙΣΠΕΡΗ [66, 1941, 215, 2012]
article-text: Ἰδοὺ ὁ ἐπίσημος κατάλογος τῶν δηλωσάντων ἱππέων, ὅτι θὰ συμμετάσχωσι τῶν ἀγώνων. [493, 338, 655, 405]
section-heading: Τὰ τραύματα τοῦ Πατρώνη [871, 1081, 987, 1106]
race-title: 2ος ἱππικὸς ἀγὼν [515, 571, 632, 585]
divider [52, 1540, 229, 1541]
arrest-title: Η ΣΥΛΛΗΨΙΣ ΕΝΟΣ ΚΑΛΟΓΗΡΟΥ [691, 330, 826, 364]
article-text: Ἀπεβιώσεν ἐν Πάτραις ἡ σύζυγος τοῦ κ. Λυκούργου Καλλισπέρη, θανοῦσα εἰς ἡλικίαν 49 ἐτῶν. Ἡ ἐκφορὰ ἐγένετο χθὲς ἐκ τῆς οἰκίας της εἰς τὸ Α' Νεκροταφεῖον. [1000, 1005, 1216, 1053]
race-entry [493, 1244, 655, 1325]
table-cell: Ἠλεκτρ.Ετ. 74.— [153, 473, 229, 495]
table-cell: Σιδ. Θεσ. 125.— [153, 373, 229, 395]
table-row [52, 650, 229, 661]
race-entrants: Γεώργιος Γεννηματᾶς-Licorn. [493, 928, 655, 954]
article-text: Ὁ κ. Χρανᾶς ἐπανῆλθεν ἐκ Παρισίων μετὰ τῆς συζύγου του. [1000, 804, 1216, 828]
section-heading: Ἡ ἐπίθεσις.—Πῶς ἐφώρμησεν ὁ Πατρώνης [870, 543, 987, 580]
divider [52, 666, 229, 668]
table-row [52, 417, 229, 439]
clock-letter: A [941, 179, 961, 209]
article-text: Ὅταν οἱ τρεῖς ἄγνωστοι ἔμειναν μόνοι μὲ τὸν κ. Πατρώνην, ὅστις ἦτο ἄοπλος, τὸν ἠπείλησαν καὶ τοῦ ἀφήρεσαν τὰ χρήματα. Ἐν τῷ μεταξὺ ὁ ἀρχηγὸς τῶν ληστῶν ἀπέσπασε τὴν μπαταρία τὰ τὸν ἐξήταζε ἐπιμελῶς. [867, 584, 991, 758]
table-header-row [52, 262, 229, 285]
article-text: Ὁ ἐν Αἰγύπτῳ πρόξενος τῆς Ἑλλάδος πρὸς τὸν ἐν Κάιρο διπλωμάτην πράκτορα κ. Γρυπάρην ἔσχε μακρὰν συνέντευξιν μετὰ τοῦ Χεδίβου καὶ τοῦ Κυβερνήτου τοῦ νησιοῦ καὶ ἐπῆρε σχέσει πρὸς τὸ ζήτημα τῆς Θάσσου. [52, 1583, 229, 1690]
table-cell: Μετ. Τραπεζῶν [54, 550, 100, 572]
exchange-title: ΧΡΗΜΑΤΙΣΤΙΚΟΝ ΔΕΛΤΙΟΝ [83, 206, 198, 230]
trademark-label: TRADE [904, 129, 932, 157]
table-cell: »ΣΦ.5½ο [54, 506, 96, 517]
race-entrants: 1) Παῦλος Λάμπρος-Στέλλα, 2) Νικ. Ζωγράφος-Φοῖβος, 3) Κωνστ. Μοσχούρης Αἰνιάν-Θέτις. 4) Γεώργ. Βάσσος-Μυλάρη, 5) Πέτρος Μάνος-Κισμέτ, 6) Κωνστ. Πετμεζᾶς, 7) Γεώργιος Γεννηματᾶς-Δίβετ, 8) Γ. Δεβαρᾶς, 9) Γεώργ. Κατσίπης-Λαΐς, 10) Χρῆστος Χατζηπέτρος-Dolly, 11) Σκαλτσογιάννης-Τζέσυ. [493, 971, 655, 1145]
table-cell: Σιδ.Π.Α.Π. 57.25 [153, 351, 229, 373]
table-cell: Δαν.ΑΠ.4ο [54, 451, 104, 462]
race-entry [493, 1148, 655, 1242]
thasos-title: ΤΟ ΖΗΤΗΜΑ ΤΗΣ ΘΑΣΣΟΥ [80, 1545, 202, 1579]
official-entry: Γραμματεύς. Π. Σείτας. [500, 2039, 639, 2052]
masthead [47, 71, 1225, 100]
article-text: νέδα Καλλισπέρη, ἡ ἐξῆρε τὴν δραστηρίαν καὶ ζωηρὰν ἐργασίαν κατὰ τὴν Ἔκθεσιν τοῦ Ἀγγελίου. Εἶνε δὲ ἀπορίας ἄξιον πῶς ἀπεδόθησαν εἰς τὴν Α.Μ. φράσεις, αἵτινες ἦτο ἀδύνατον νὰ λεχθῶσι παρ' Αὐτῆς περὶ μιᾶς δεσποινίδος. [240, 103, 482, 196]
classified-ad: Πωλεῖται ξενοδοχεῖον καὶ οἰκία μετ' ἐπίπλων εἰς ἄριστα θέσιν διὰ Ἀγγλικὴν ἢ ἄλλην οἰκογένειαν. Πληροφορίαι παρὰ τῷ ἰδιοκτήτῃ. [240, 1396, 482, 1449]
games-title: ΟΙ ΣΗΜΕΡΙΝΟΙ ΑΓΩΝΕΣ [281, 209, 441, 256]
table-cell: 120 ἐκ. 5ο [54, 307, 102, 318]
race-entry [493, 957, 655, 1145]
table-cell: ΣΠΑΠ. 5ο [54, 417, 100, 428]
section-heading: 21/2 ὡρῶν λεηλασία [893, 929, 964, 953]
table-cell: 58.25 [124, 583, 151, 594]
divider [240, 921, 482, 923]
column-2 [234, 103, 487, 1676]
table-cell: Πάγιον 4ο [54, 351, 102, 362]
section-heading: Τί ἔκλεψαν [890, 762, 968, 774]
column-header: Μετοχ. Ἐταιριῶν [153, 262, 229, 285]
article-text: Χθὲς ἐν τῇ συναναστροφῇ, ἡ ὁποία συνέβη μεταξὺ τοῦ Βασιλέως καὶ τῆς κυρίας Καλλισπέρη, ὁ Βασιλεὺς εἶπε καὶ τὴν ἐξῆς φράσιν, ἀφοῦ ἐδιάβασε τὴν ἀπορίαν τοῦ δεσπότου. [52, 2057, 229, 2150]
official-entry: Ἔφοροι ἵππων. Νικόλαος Κορβέλλας, Νικόλαος Ζαχαρίου, Νικόλαος Γαλανόπουλος, Ἀθάνατος Ἐρεσάκουλος. [493, 1826, 655, 1892]
table-row [52, 373, 229, 395]
article-text: Γ. ΚΡΕΣΤΕΝΙΤΗΣ. Ἀναχωρεῖ σήμερον εἰς Πάτρας πρὸς τὸν οἰκονόμον τῆς περιοχῆς ὁ κ. Γ. Κρεστενίτης, βουλευτὴς Πατρῶν, τοῦ ὁποίου ἡ ὑγεία ἀπαιτεῖ ἀνάπαυσιν, ἐκεῖ δὲ θὰ μείνῃ ἐπί τινας ἡμέρας. [240, 971, 482, 1050]
ad-text: Μαγειρικὴ ἑλληνικὴ ὑπὸ 5 μαγείρων Ἑλλήνων ἐπὶ παντὸς πλοίου. Ἐμμ. Φραγκόπουλος [1000, 1384, 1216, 1420]
table-cell: 162.75 [119, 628, 151, 639]
article-text: Ἐκτάκτως μεγαλοπρεπὴς θὰ εἶνε σήμερον τὸ θέαμα τῶν ἀγώνων εἰς τὸν Ποδονίφτην. Τὰ πάντα ἡτοιμάσθησαν, ὅπως τὸ ἱππικὸν, οἱ γυμνικοὶ καὶ οἱ ποδηλατικοὶ ἀγῶνες διεξαχθῶσι μεθ' ὅλης τῆς δυνατῆς λαμπρότητος καὶ ἐπιδείξεως. [493, 172, 655, 306]
table-cell: 320.— [121, 307, 151, 318]
table-cell: Δημ.Δημ.Ε. 47.75 [153, 395, 229, 417]
ad-text: Τὸ ἀτμόπλοιον «Θεσσαλία» ἀναχωρεῖ περὶ τὴν 7 Μαΐου διὰ Πάτρας, Γιβράλταρ, Μελίτην καὶ Νέαν Ὑόρκην δεχόμενον φορτία καὶ ἐπιβάτας. Κόμιστρα ἐπιβατῶν 3ης θέσεως 680. Πληροφορίαι παρὰ τῷ πράκτορι κ. Κων. Δ. Σχοραντίνῃ. [1000, 1311, 1216, 1382]
robbery-subtitle: Νεώτεραι λεπτομέρειαι.—Οἱ τραυματισμένοι.—Πῶς ἐγένετο ἡ πρᾶξις [671, 1273, 846, 1310]
section-heading: ΑΙ ΑΡΧΑΙ ΤΩΝ ΑΓΩΝΩΝ [497, 1492, 651, 1503]
article-text: Ἐλάβομεν χθὲς τὴν ἑξῆς ἐπιστολὴν, ἥν καταχωρίζομεν: [867, 1575, 991, 1611]
calendar-title: ΗΜΕΡΟΛΟΓΙΟΝ [52, 106, 229, 129]
news-subtitle: ΑΘΗΝΑΪΚΑ [324, 955, 398, 967]
table-cell: Ἀθηνῶν [54, 628, 90, 639]
arrest-subtitle-2: ΕΠΑΝΑΛΗΨΙΣ ΤΟΥ ΕΓΚΛΗΜΑΤΟΣ [698, 405, 819, 430]
article-text: Ὑπετίθετο πάντοτε ὅτι ὁ καλόγηρος ἦτο δυνατὸν νὰ τὴν ἐπανέλθῃ. Ἡ χωροφυλακὴ ἐπληροφορήθη ὅτι εὑρίσκεται εἰς Πειραιᾶ καὶ συνελήφθη εἰς τὸν λιμένα τοῦ Πειραιῶς, ὅπου ἔμελλε νὰ ἐπιβιβασθῇ εἰς πλοῖον διὰ τὴν Ἀμερικήν. [665, 829, 852, 936]
robbery-title: Η ΛΗΣΤΕΙΑ ΤΗΣ ΕΥΡΥΤΑΝΙΑΣ [671, 1222, 846, 1269]
table-cell: Μυτιλήνης [54, 650, 105, 661]
news-title: ΠΟΙΚΙΛΑ ΝΕΑ [285, 928, 437, 952]
races-title: ΟΙ ΣΗΜΕΡΙΝΟΙ ΑΓΩΝΕΣ [493, 106, 654, 153]
calendar-text: ΚΥΡΙΑΚΗ, 5 Μαΐου. — Σελήνη 11 ἡμερῶν. Ἀνατολή ἡλ. ὥρα 4 λεπτ. 48. Δύσις ὥρα 7 λεπτά 3. [52, 132, 229, 168]
